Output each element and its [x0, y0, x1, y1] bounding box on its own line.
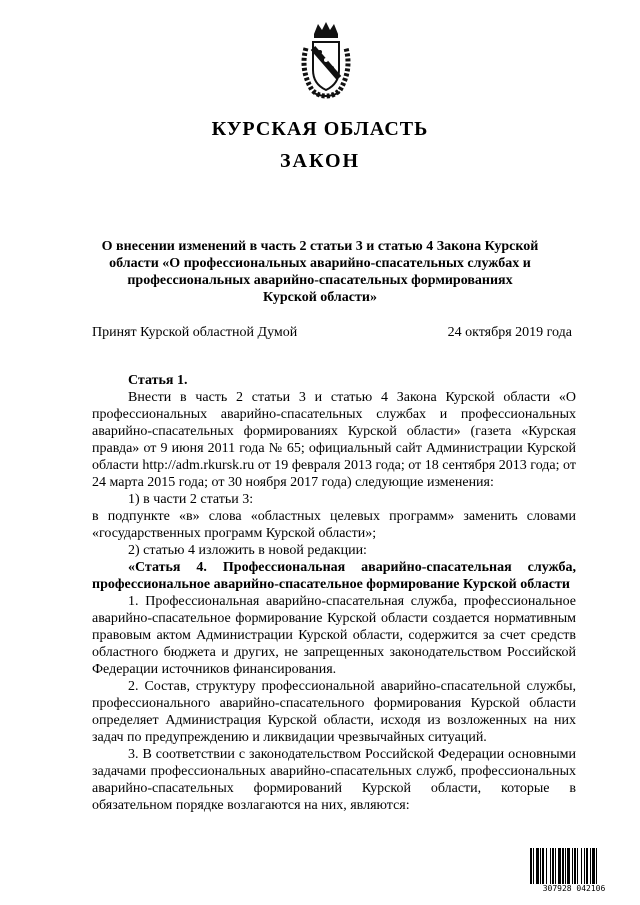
barcode-bar: [546, 848, 547, 884]
barcode-bar: [574, 848, 576, 884]
barcode-bar: [555, 848, 556, 884]
region-heading: КУРСКАЯ ОБЛАСТЬ: [211, 118, 429, 140]
barcode-bar: [586, 848, 588, 884]
barcode-bar: [542, 848, 544, 884]
document-type-heading: ЗАКОН: [279, 150, 361, 172]
barcode-bar: [596, 848, 597, 884]
paragraph: Внести в часть 2 статьи 3 и статью 4 Закона Курской области «О профессиональных аварийно-спасательных службах и профессиональных аварийно-спасательных формированиях Курской области» (газета «Курская правда» от 9 июня 2011 года № 65; официальный сайт Администрации Курской области http://adm.rkursk.ru от 19 февраля 2013 года; от 18 сентября 2013 года; от 24 марта 2015 года; от 30 ноября 2017 года) следующие изменения:: [92, 390, 576, 490]
document-body: [92, 372, 576, 814]
barcode-bar: [572, 848, 573, 884]
paragraph: 2) статью 4 изложить в новой редакции:: [128, 543, 367, 558]
adoption-date: 24 октября 2019 года: [447, 325, 572, 340]
barcode-bar: [592, 848, 595, 884]
barcode-bar: [533, 848, 534, 884]
barcode-bar: [590, 848, 591, 884]
barcode-number: 307928 042106: [528, 884, 620, 894]
barcode-bar: [565, 848, 566, 884]
paragraph: 3. В соответствии с законодательством Российской Федерации основными задачами профессиональных аварийно-спасательных служб, профессиональных аварийно-спасательных формирований Курской области, которые в обязательном порядке возлагаются на них, являются:: [92, 747, 576, 813]
article-heading: Статья 1.: [128, 373, 188, 388]
barcode-bar: [530, 848, 532, 884]
barcode-bar: [540, 848, 541, 884]
article-4-heading: «Статья 4. Профессиональная аварийно-спасательная служба, профессиональное аварийно-спасательное формирование Курской области: [92, 560, 576, 592]
paragraph: в подпункте «в» слова «областных целевых программ» заменить словами «государственных программ Курской области»;: [92, 509, 576, 541]
barcode-bar: [536, 848, 539, 884]
barcode-bar: [577, 848, 578, 884]
barcode-bar: [581, 848, 582, 884]
paragraph: 1. Профессиональная аварийно-спасательная служба, профессиональное аварийно-спасательное формирование Курской области создается нормативным правовым актом Администрации Курской области, содержится за счет средств областного бюджета и других, не запрещенных законодательством Российской Федерации источников финансирования.: [92, 594, 576, 677]
barcode-bar: [558, 848, 561, 884]
paragraph: 2. Состав, структуру профессиональной аварийно-спасательной службы, профессионального аварийно-спасательного формирования Курской области определяет Администрация Курской области, исходя из возложенных на них задач по предупреждению и ликвидации чрезвычайных ситуаций.: [92, 679, 576, 745]
barcode-bar: [552, 848, 554, 884]
coat-of-arms-emblem: [296, 20, 356, 100]
adopted-by: Принят Курской областной Думой: [92, 325, 298, 340]
barcode-bar: [584, 848, 585, 884]
barcode-bar: [567, 848, 570, 884]
barcode-bar: [562, 848, 564, 884]
document-title: О внесении изменений в часть 2 статьи 3 и статью 4 Закона Курской области «О профессиональных аварийно-спасательных службах и профессиональных аварийно-спасательных формированиях Курской области»: [101, 239, 539, 305]
paragraph: 1) в части 2 статьи 3:: [128, 492, 254, 507]
barcode-bar: [550, 848, 551, 884]
